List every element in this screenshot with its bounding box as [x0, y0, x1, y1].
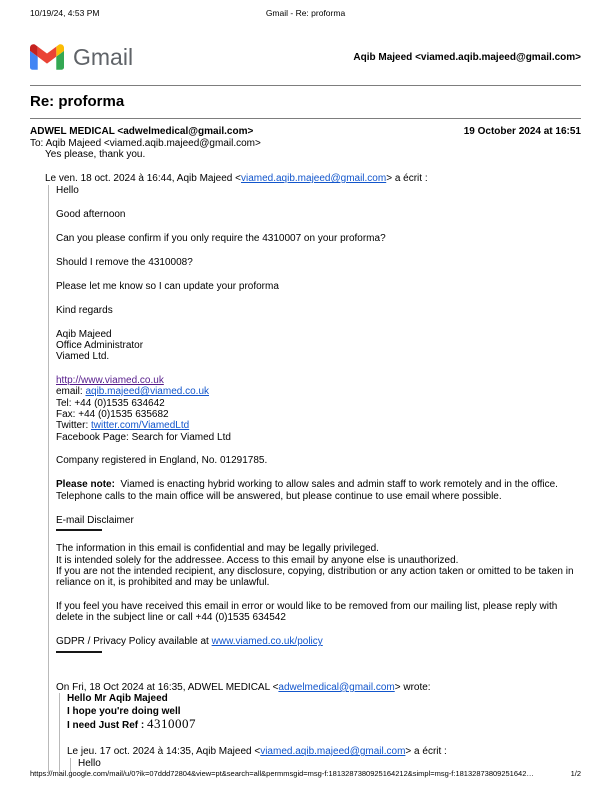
signature-role: Office Administrator — [56, 339, 144, 351]
inner-intro-prefix: On Fri, 18 Oct 2024 at 16:35, ADWEL MEDICAL < — [56, 681, 279, 693]
ref-line — [67, 715, 581, 732]
twitter-line — [56, 420, 581, 431]
removal-instructions: If you feel you have received this email in error or would like to be removed from our mailing list, please reply with delete in the subject line or call +44 (0)1535 634542 — [56, 600, 558, 624]
quoted-message-level1 — [48, 185, 581, 774]
quoted-paragraph: Hello — [56, 184, 79, 196]
inner-intro-suffix: > wrote: — [394, 681, 431, 693]
recipient-address: To: Aqib Majeed <viamed.aqib.majeed@gmail.com> — [30, 138, 261, 149]
signature-identity — [56, 329, 581, 363]
gdpr-prefix: GDPR / Privacy Policy available at — [56, 636, 212, 648]
disclaimer-block — [56, 543, 581, 589]
ref-number: 4310007 — [147, 715, 197, 731]
sender-address: ADWEL MEDICAL <adwelmedical@gmail.com> — [30, 126, 254, 137]
print-source-url: https://mail.google.com/mail/u/0?ik=07ddd72804&view=pt&search=all&permmsgid=msg-f:1813287380925164212&simpl=msg-f:18132873809251642… — [30, 769, 534, 778]
disclaimer-line: If you are not the intended recipient, any disclosure, copying, distribution or any action taken or omitted to be taken in reliance on it, is prohibited and may be unlawful. — [56, 565, 574, 589]
disclaimer-line: The information in this email is confidential and may be legally privileged. — [56, 543, 379, 555]
inner-quote-intro-line — [56, 682, 581, 694]
sender-email-link-2[interactable]: viamed.aqib.majeed@gmail.com — [260, 746, 406, 758]
deepest-text: Hello — [78, 758, 101, 770]
message-date: 19 October 2024 at 16:51 — [463, 126, 581, 137]
message-header-row — [30, 126, 581, 137]
message-body — [45, 149, 581, 774]
quote-intro-suffix: > a écrit : — [386, 173, 428, 184]
adwel-email-link[interactable]: adwelmedical@gmail.com — [278, 681, 395, 693]
disclaimer-line: It is intended solely for the addressee. Access to this email by anyone else is unauthorized. — [56, 554, 459, 566]
browser-print-footer — [30, 769, 581, 778]
print-doc-title: Gmail - Re: proforma — [265, 8, 346, 18]
email-subject: Re: proforma — [30, 86, 581, 119]
tel-line: Tel: +44 (0)1535 634642 — [56, 397, 165, 409]
disclaimer-title: E-mail Disclaimer — [56, 514, 134, 526]
quote-intro-prefix: Le ven. 18 oct. 2024 à 16:44, Aqib Majeed < — [45, 173, 241, 184]
reply-text: Yes please, thank you. — [45, 149, 146, 160]
twitter-link[interactable]: twitter.com/ViamedLtd — [91, 420, 190, 432]
quoted-paragraph: Please let me know so I can update your proforma — [56, 280, 279, 292]
quoted-paragraph: Can you please confirm if you only require the 4310007 on your proforma? — [56, 232, 386, 244]
gdpr-line — [56, 636, 581, 648]
deepest-quote-intro-line — [67, 746, 581, 758]
notice-label: Please note: — [56, 479, 115, 491]
signature-name: Aqib Majeed — [56, 328, 112, 340]
page-content — [30, 8, 581, 774]
notice-text: Viamed is enacting hybrid working to allow sales and admin staff to work remotely and in the office. Telephone calls to the main office will be answered, but please continue to use email where possible. — [56, 479, 558, 502]
inner-line: Hello Mr Aqib Majeed — [67, 693, 168, 705]
signature-email-link[interactable]: aqib.majeed@viamed.co.uk — [85, 386, 210, 398]
signature-company: Viamed Ltd. — [56, 351, 110, 363]
gmail-masthead — [30, 44, 581, 86]
company-registration: Company registered in England, No. 01291785. — [56, 455, 268, 467]
quoted-paragraph: Should I remove the 4310008? — [56, 256, 193, 268]
quote-intro-line — [45, 173, 581, 185]
deepest-intro-suffix: > a écrit : — [405, 746, 447, 758]
inner-line: I hope you're doing well — [67, 705, 181, 717]
deepest-intro-prefix: Le jeu. 17 oct. 2024 à 14:35, Aqib Majeed < — [67, 746, 261, 758]
disclaimer-divider — [56, 529, 102, 531]
twitter-label: Twitter: — [56, 420, 92, 432]
email-label: email: — [56, 386, 86, 398]
quoted-paragraph: Good afternoon — [56, 208, 126, 220]
fax-line: Fax: +44 (0)1535 635682 — [56, 408, 169, 420]
sender-email-link[interactable]: viamed.aqib.majeed@gmail.com — [240, 173, 387, 184]
print-timestamp: 10/19/24, 4:53 PM — [30, 8, 100, 18]
facebook-line: Facebook Page: Search for Viamed Ltd — [56, 431, 231, 443]
gmail-envelope-icon — [30, 44, 64, 70]
signature-divider — [56, 651, 102, 653]
page-number: 1/2 — [570, 769, 581, 778]
signature-contacts — [56, 375, 581, 443]
website-line — [56, 375, 581, 386]
privacy-policy-link[interactable]: www.viamed.co.uk/policy — [211, 636, 323, 648]
account-owner: Aqib Majeed <viamed.aqib.majeed@gmail.com> — [353, 51, 581, 63]
ref-label: I need Just Ref : — [67, 719, 148, 731]
email-line — [56, 386, 581, 397]
hybrid-working-notice — [56, 479, 581, 502]
quoted-paragraph: Kind regards — [56, 304, 113, 316]
browser-print-header — [30, 8, 581, 18]
website-link[interactable]: http://www.viamed.co.uk — [56, 374, 164, 386]
gmail-wordmark: Gmail — [73, 43, 134, 70]
gmail-logo — [30, 44, 133, 70]
quoted-message-level2 — [59, 693, 581, 772]
